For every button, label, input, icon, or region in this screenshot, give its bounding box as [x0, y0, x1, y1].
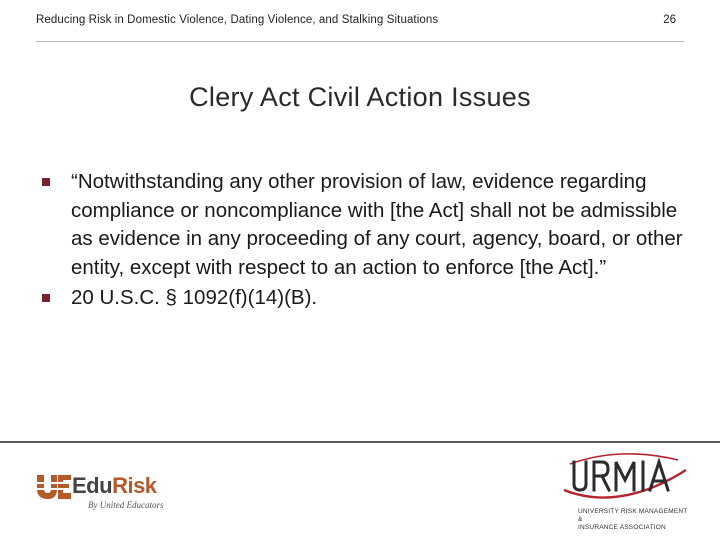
- bullet-text: 20 U.S.C. § 1092(f)(14)(B).: [71, 286, 318, 309]
- edurisk-edu-text: Edu: [72, 473, 113, 498]
- header-divider: [36, 41, 684, 42]
- ue-logo-icon: [36, 474, 72, 500]
- edurisk-risk-text: Risk: [112, 473, 157, 498]
- edurisk-logo: [36, 474, 166, 514]
- urmia-caption-line2: INSURANCE ASSOCIATION: [578, 524, 666, 531]
- bullet-item: [42, 168, 692, 282]
- bullet-item: [42, 284, 692, 313]
- slide-title: Clery Act Civil Action Issues: [189, 82, 531, 112]
- bullet-text: “Notwithstanding any other provision of law, evidence regarding compliance or noncompliance with [the Act] shall not be admissible as evidence in any proceeding of any court, agency, board, or other entity, except with respect to an action to enforce [the Act].”: [71, 170, 683, 279]
- urmia-caption: [578, 508, 688, 532]
- square-bullet-icon: [42, 178, 50, 186]
- edurisk-wordmark: [72, 473, 157, 499]
- bullet-list: [42, 168, 692, 315]
- footer-divider: [0, 441, 720, 443]
- square-bullet-icon: [42, 294, 50, 302]
- urmia-caption-line1: UNIVERSITY RISK MANAGEMENT &: [578, 508, 688, 523]
- edurisk-tagline: By United Educators: [88, 500, 164, 510]
- page-number: 26: [663, 14, 676, 26]
- urmia-logo: [560, 450, 690, 530]
- urmia-wordmark-icon: [560, 450, 690, 508]
- header-title: Reducing Risk in Domestic Violence, Dating Violence, and Stalking Situations: [36, 14, 439, 26]
